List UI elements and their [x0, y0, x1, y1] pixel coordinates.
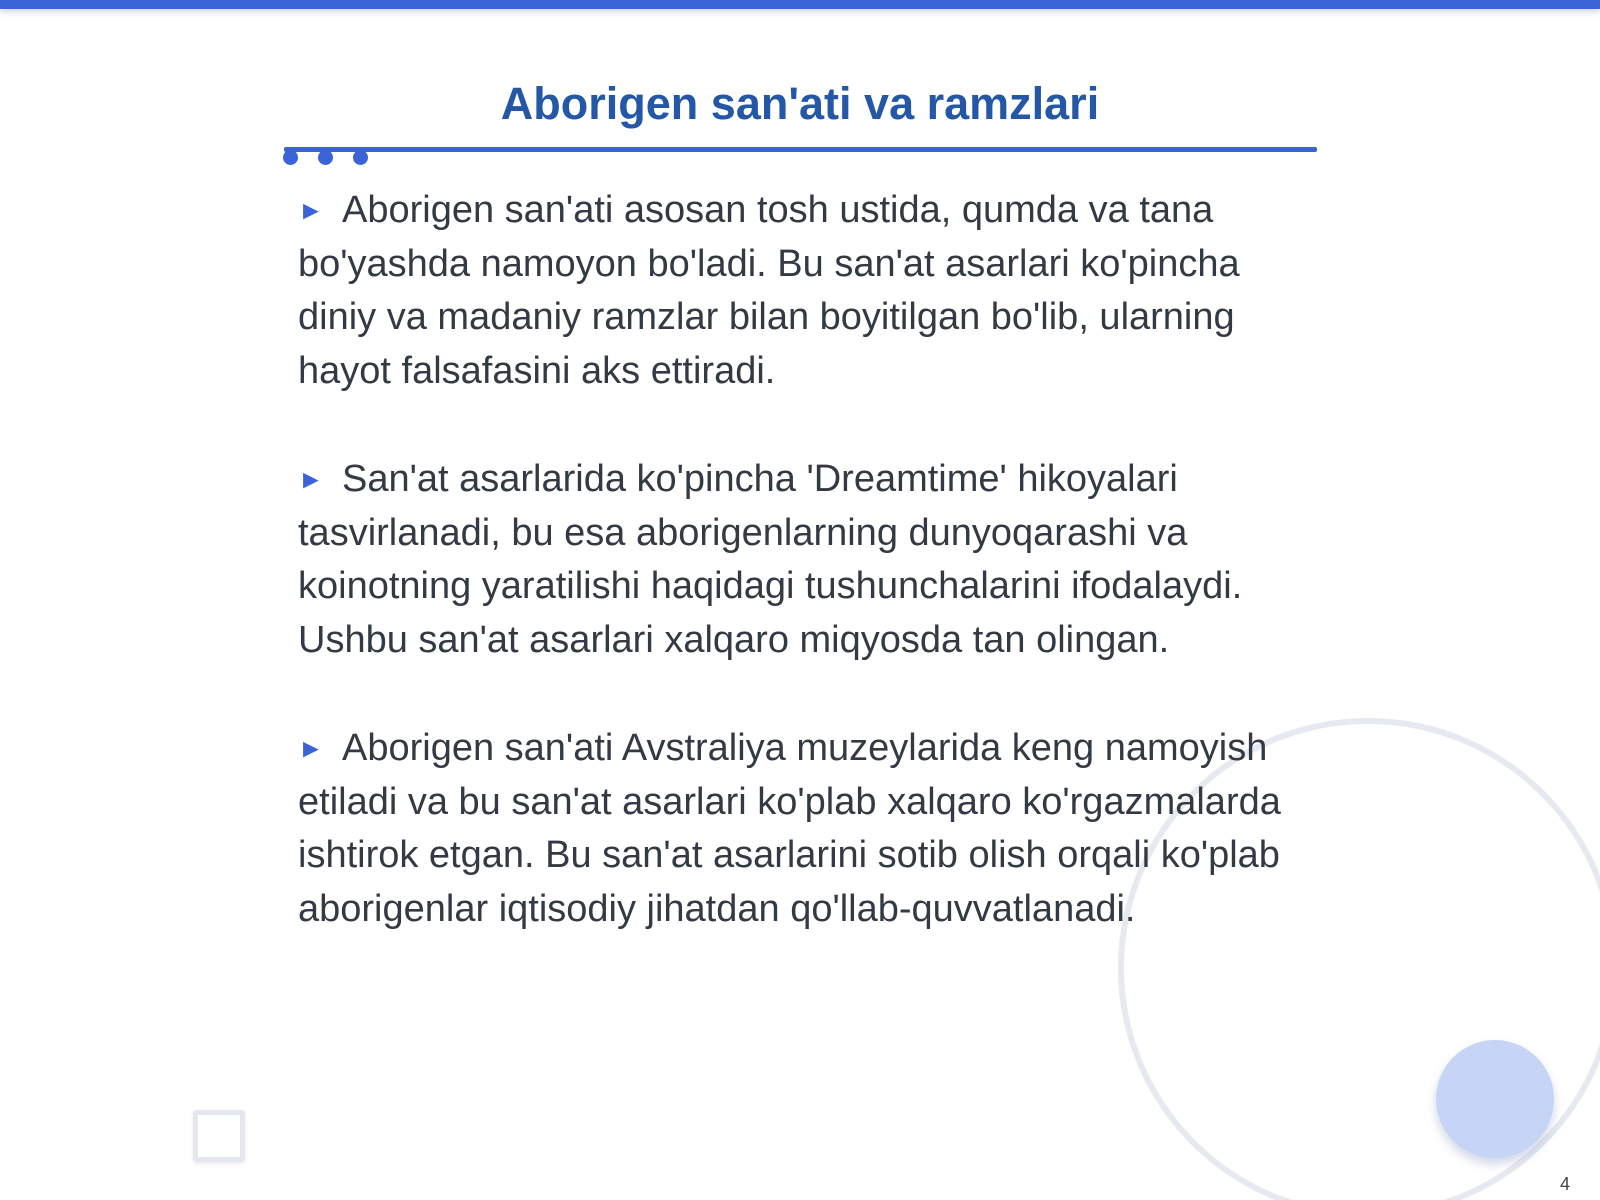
decorative-circle — [1436, 1040, 1554, 1158]
bullet-arrow-icon: ► — [298, 733, 324, 763]
bullet-text: Aborigen san'ati Avstraliya muzeylarida keng namoyish etiladi va bu san'at asarlari ko'plab xalqaro ko'rgazmalarda ishtirok etgan. Bu san'at asarlarini sotib olish orqali ko'plab aborigenlar iqtisodiy jihatdan qo'llab-quvvatlanadi. — [298, 727, 1281, 930]
decorative-square — [193, 1110, 245, 1162]
bullet-item — [298, 722, 1308, 936]
page-number: 4 — [1559, 1174, 1570, 1194]
bullet-arrow-icon: ► — [298, 195, 324, 225]
top-accent-bar — [0, 0, 1600, 9]
bullet-item — [298, 453, 1308, 667]
bullet-item — [298, 184, 1308, 398]
bullet-list — [298, 184, 1308, 991]
bullet-arrow-icon: ► — [298, 464, 324, 494]
title-underline — [284, 147, 1317, 152]
slide-title: Aborigen san'ati va ramzlari — [500, 78, 1100, 129]
underline-dot — [283, 150, 298, 165]
underline-dot — [353, 150, 368, 165]
underline-dot — [318, 150, 333, 165]
bullet-text: San'at asarlarida ko'pincha 'Dreamtime' hikoyalari tasvirlanadi, bu esa aborigenlarning dunyoqarashi va koinotning yaratilishi haqidagi tushunchalarini ifodalaydi. Ushbu san'at asarlari xalqaro miqyosda tan olingan. — [298, 458, 1243, 661]
bullet-text: Aborigen san'ati asosan tosh ustida, qumda va tana bo'yashda namoyon bo'ladi. Bu san'at asarlari ko'pincha diniy va madaniy ramzlar bilan boyitilgan bo'lib, ularning hayot falsafasini aks ettiradi. — [298, 189, 1240, 392]
